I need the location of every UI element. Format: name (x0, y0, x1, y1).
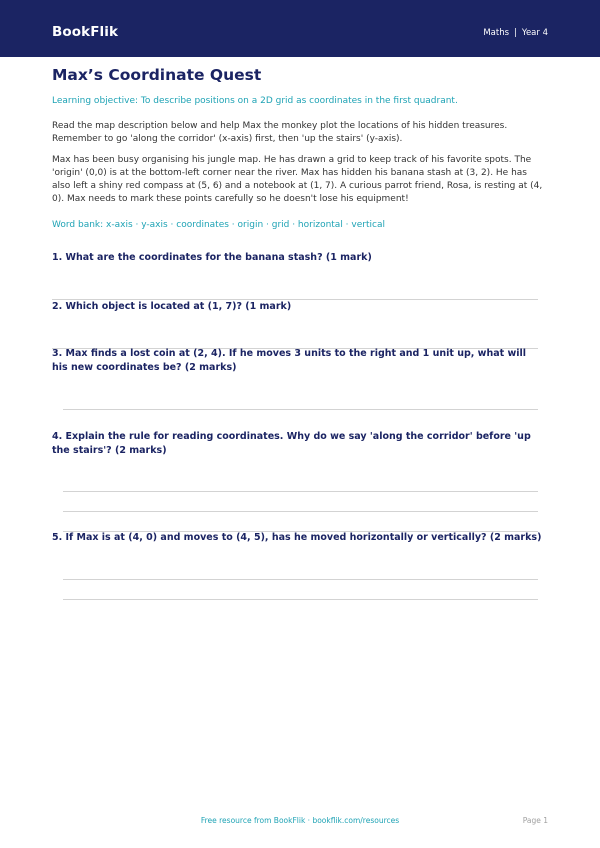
question-3: 3. Max finds a lost coin at (2, 4). If he moves 3 units to the right and 1 unit up, what will his new coordinates be? (2 marks) (52, 348, 527, 373)
answer-line[interactable] (63, 491, 538, 492)
learning-objective: Learning objective: To describe positions on a 2D grid as coordinates in the first quadrant. (52, 96, 458, 106)
answer-line[interactable] (63, 409, 538, 410)
year-label: Year 4 (521, 28, 548, 38)
word-bank: Word bank: x-axis · y-axis · coordinates · origin · grid · horizontal · vertical (52, 220, 385, 230)
page-title: Max’s Coordinate Quest (52, 66, 262, 84)
meta-separator: | (514, 28, 517, 38)
footer-text: Free resource from BookFlik · bookflik.com/resources (200, 816, 400, 825)
question-1: 1. What are the coordinates for the banana stash? (1 mark) (52, 252, 372, 263)
header-meta (483, 28, 548, 38)
question-5: 5. If Max is at (4, 0) and moves to (4, 5), has he moved horizontally or vertically? (2 marks) (52, 532, 542, 543)
question-4: 4. Explain the rule for reading coordinates. Why do we say 'along the corridor' before 'up the stairs'? (2 marks) (52, 431, 531, 456)
subject-label: Maths (483, 28, 510, 38)
answer-line[interactable] (63, 599, 538, 600)
intro-paragraph: Read the map description below and help Max the monkey plot the locations of his hidden treasures. Remember to go 'along the corridor' (x-axis) first, then 'up the stairs' (y-axis). (52, 121, 508, 144)
story-paragraph: Max has been busy organising his jungle map. He has drawn a grid to keep track of his favorite spots. The 'origin' (0,0) is at the bottom-left corner near the river. Max has hidden his banana stash at (3, 2). He has also left a shiny red compass at (5, 6) and a notebook at (1, 7). A curious parrot friend, Rosa, is resting at (4, 0). Max needs to mark these points carefully so he doesn't lose his equipment! (52, 155, 543, 204)
header-bar (0, 0, 600, 57)
brand-logo: BookFlik (52, 24, 119, 40)
answer-line[interactable] (63, 579, 538, 580)
answer-line[interactable] (63, 511, 538, 512)
page-number: Page 1 (522, 816, 548, 825)
question-2: 2. Which object is located at (1, 7)? (1 mark) (52, 301, 292, 312)
